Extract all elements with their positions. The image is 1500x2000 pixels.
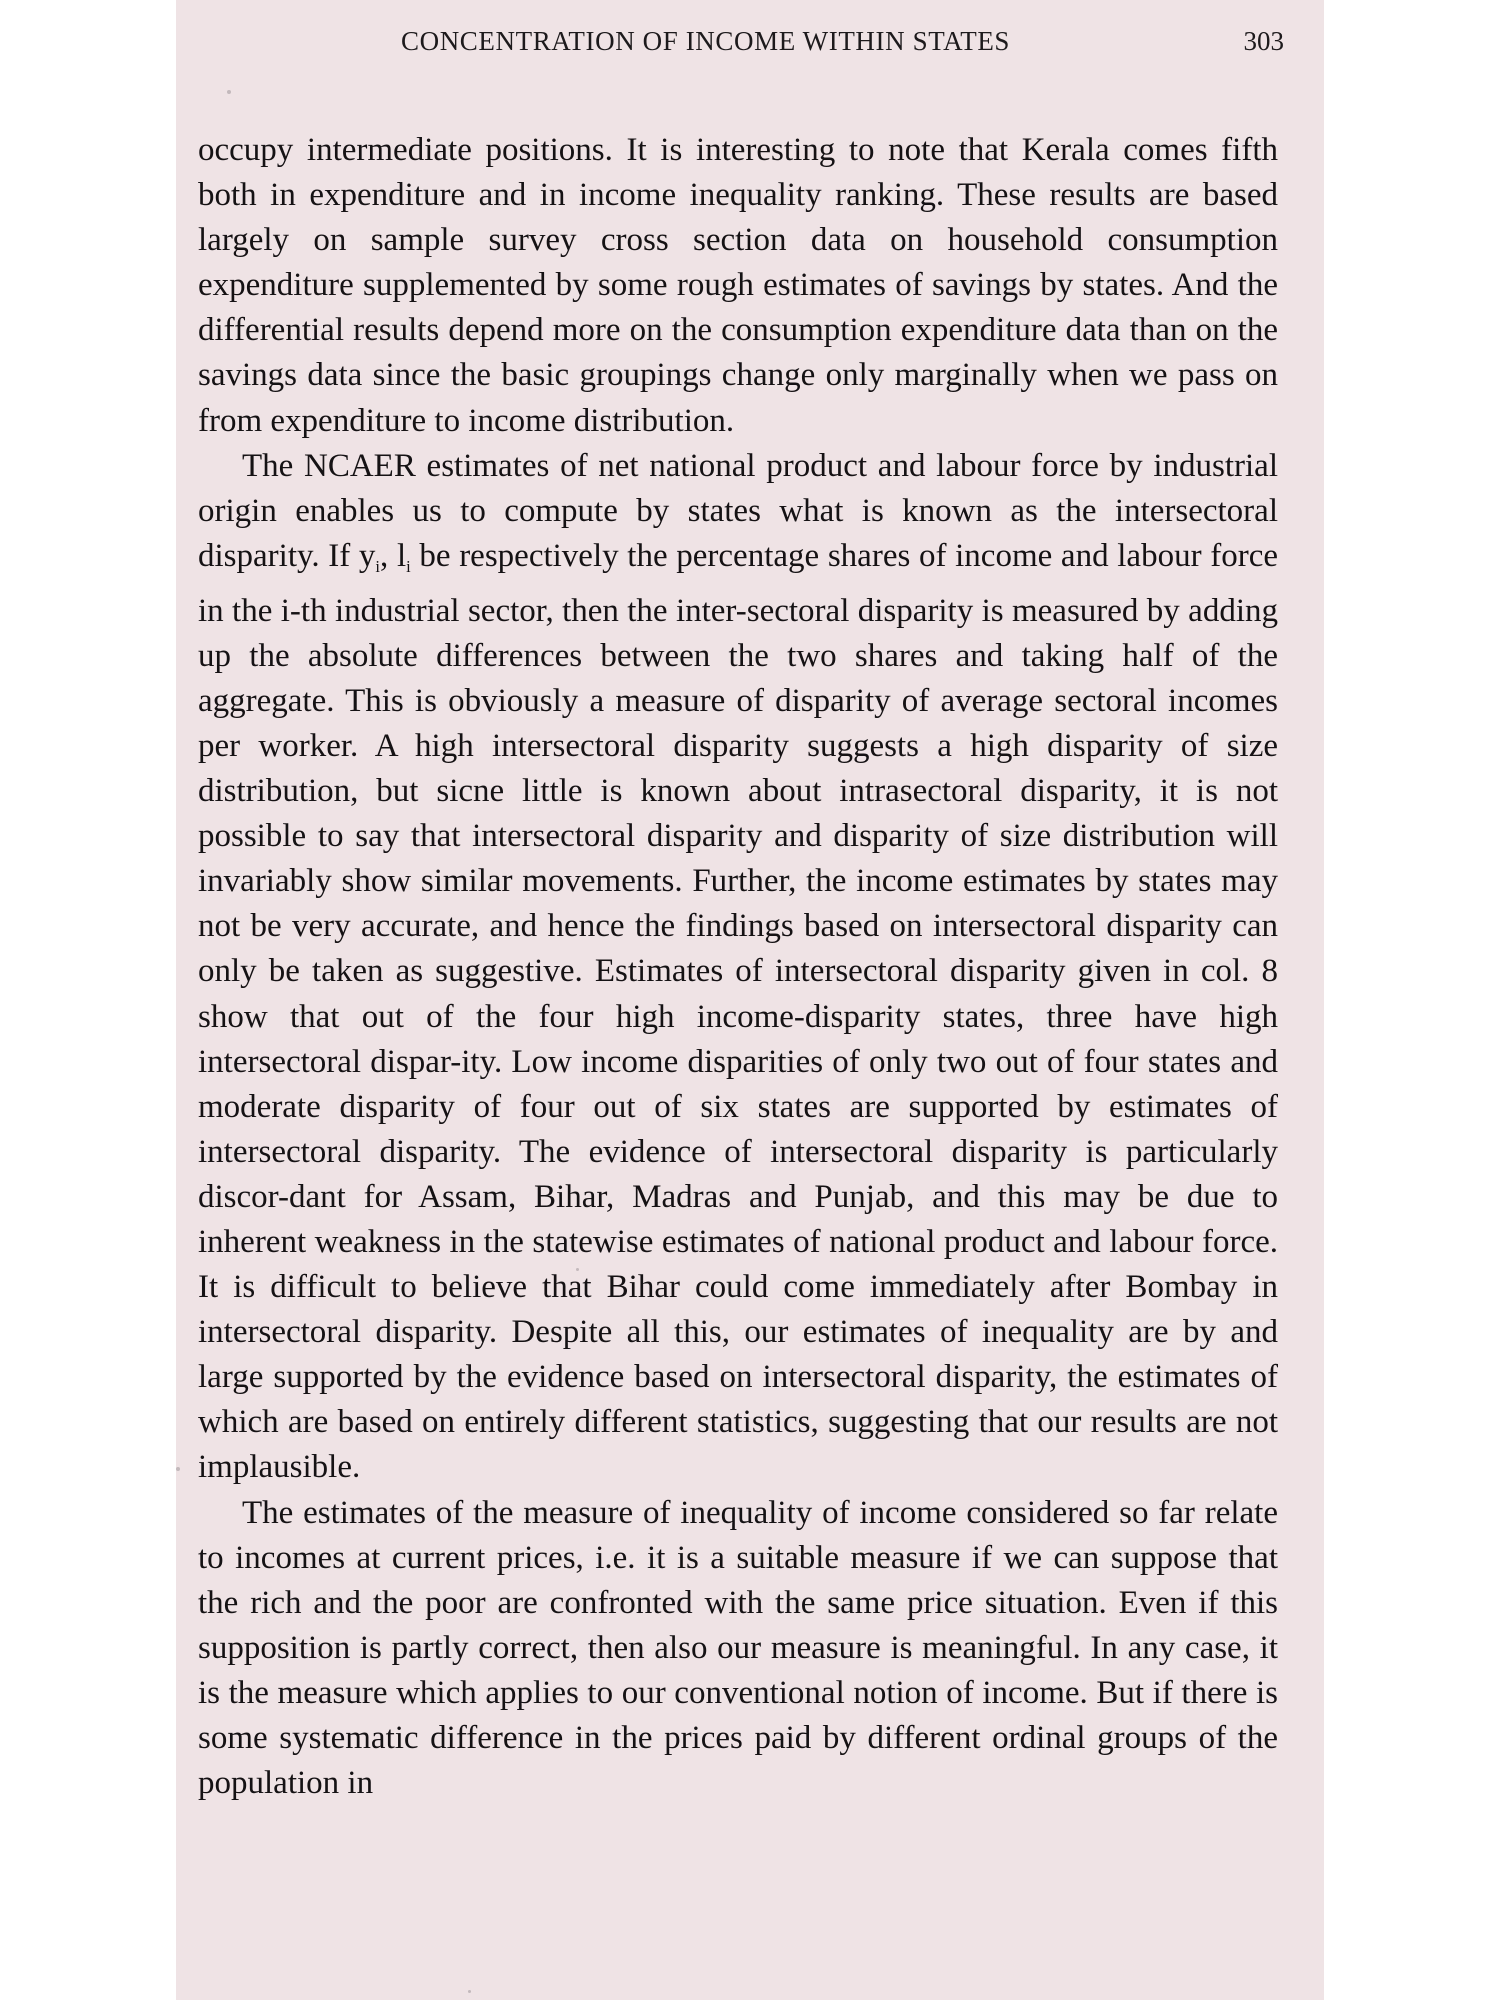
variable-l-subscript: i [406, 556, 411, 576]
page-number: 303 [1243, 26, 1284, 56]
running-title: CONCENTRATION OF INCOME WITHIN STATES [401, 26, 1011, 56]
body-text [198, 128, 1278, 1806]
paper-speck [176, 1467, 180, 1471]
variable-y-subscript: i [375, 556, 381, 576]
paragraph-2-text-after: be respectively the percentage shares of income and labour force in the i-th industrial sector, then the inter-sectoral disparity is measured by adding up the absolute differences between the two shares and taking half of the aggregate. This is obviously a measure of disparity of average sectoral incomes per worker. A high intersectoral disparity suggests a high disparity of size distribution, but sicne little is known about intrasectoral disparity, it is not possible to say that intersectoral disparity and disparity of size distribution will invariably show similar movements. Further, the income estimates by states may not be very accurate, and hence the findings based on intersectoral disparity can only be taken as suggestive. Estimates of intersectoral disparity given in col. 8 show that out of the four high income-disparity states, three have high intersectoral dispar-ity. Low income disparities of only two out of four states and moderate disparity of four out of six states are supported by estimates of intersectoral disparity. The evidence of intersectoral disparity is particularly discor-dant for Assam, Bihar, Madras and Punjab, and this may be due to inherent weakness in the statewise estimates of national product and labour force. It is difficult to believe that Bihar could come immediately after Bombay in intersectoral disparity. Despite all this, our estimates of inequality are by and large supported by the evidence based on intersectoral disparity, the estimates of which are based on entirely different statistics, suggesting that our results are not implausible. [198, 537, 1279, 1486]
book-page [176, 0, 1324, 2000]
paper-speck [576, 1268, 579, 1271]
paragraph-2 [198, 444, 1278, 1491]
variable-l: l [396, 537, 407, 574]
variable-y: y [358, 537, 376, 574]
paragraph-3: The estimates of the measure of inequality of income considered so far relate to incomes at current prices, i.e. it is a suitable measure if we can suppose that the rich and the poor are confronted with the same price situation. Even if this supposition is partly correct, then also our measure is meaningful. In any case, it is the measure which applies to our conventional notion of income. But if there is some systematic difference in the prices paid by different ordinal groups of the population in [198, 1494, 1278, 1802]
variable-separator: , [380, 537, 397, 574]
running-head [176, 26, 1324, 66]
paper-speck [468, 1990, 471, 1993]
paragraph-2-text-before: The NCAER estimates of net national product and labour force by industrial origin enables us to compute by states what is known as the intersectoral disparity. If [198, 447, 1278, 574]
paragraph-1: occupy intermediate positions. It is interesting to note that Kerala comes fifth both in expenditure and in income inequality ranking. These results are based largely on sample survey cross section data on household consumption expenditure supplemented by some rough estimates of savings by states. And the differential results depend more on the consumption expenditure data than on the savings data since the basic groupings change only marginally when we pass on from expenditure to income distribution. [198, 132, 1278, 439]
paper-speck [227, 90, 231, 94]
